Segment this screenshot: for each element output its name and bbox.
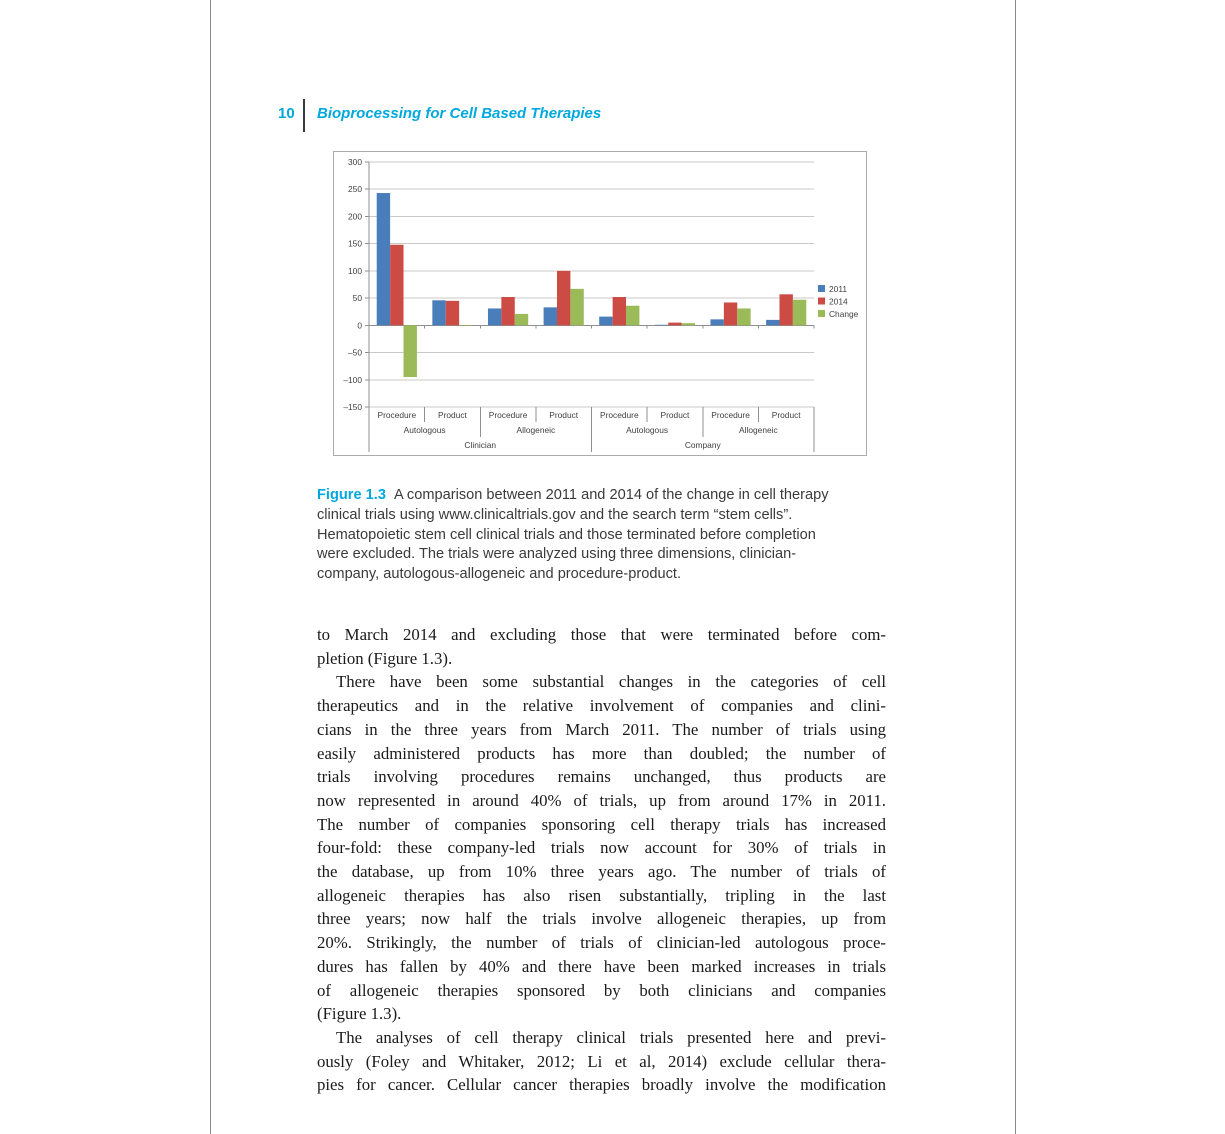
text-line: There have been some substantial changes in the categories of cell bbox=[336, 672, 886, 692]
text-line: (Figure 1.3). bbox=[317, 1004, 402, 1024]
svg-text:Autologous: Autologous bbox=[403, 425, 446, 435]
text-line: cians in the three years from March 2011. The number of trials using bbox=[317, 719, 886, 739]
svg-text:250: 250 bbox=[348, 184, 362, 195]
svg-text:Allogeneic: Allogeneic bbox=[739, 425, 778, 435]
text-line: allogeneic therapies has also risen substantially, tripling in the last bbox=[317, 885, 886, 905]
text-line: to March 2014 and excluding those that were terminated before com- bbox=[317, 625, 886, 644]
header-divider bbox=[303, 99, 305, 132]
svg-text:2014: 2014 bbox=[829, 296, 848, 307]
page-margin-rule-left bbox=[210, 0, 211, 1134]
text-line: dures has fallen by 40% and there have been marked increases in trials bbox=[317, 956, 886, 976]
text-line: now represented in around 40% of trials, up from around 17% in 2011. bbox=[317, 790, 886, 810]
figure-label: Figure 1.3 bbox=[317, 487, 386, 503]
text-line: pies for cancer. Cellular cancer therapies broadly involve the modification bbox=[317, 1075, 886, 1095]
svg-text:150: 150 bbox=[348, 238, 362, 249]
caption-line: were excluded. The trials were analyzed using three dimensions, clinician- bbox=[317, 546, 797, 563]
svg-text:Product: Product bbox=[771, 410, 801, 420]
svg-text:Procedure: Procedure bbox=[711, 410, 750, 420]
text-line: therapeutics and in the relative involvement of companies and clini- bbox=[317, 696, 886, 716]
page-number: 10 bbox=[278, 105, 295, 122]
bar-chart-svg bbox=[334, 152, 866, 455]
text-line: trials involving procedures remains unchanged, thus products are bbox=[317, 767, 886, 787]
svg-text:–100: –100 bbox=[343, 374, 362, 385]
figure-chart bbox=[333, 151, 867, 456]
text-line: four-fold: these company-led trials now account for 30% of trials in bbox=[317, 838, 886, 858]
body-text bbox=[317, 623, 886, 1097]
svg-text:Procedure: Procedure bbox=[599, 410, 639, 420]
caption-line: clinical trials using www.clinicaltrials.gov and the search term “stem cells”. bbox=[317, 506, 793, 523]
text-line: easily administered products has more than doubled; the number of bbox=[317, 743, 886, 763]
svg-text:Product: Product bbox=[549, 410, 579, 420]
text-line: of allogeneic therapies sponsored by both clinicians and companies bbox=[317, 980, 886, 1000]
text-line: The analyses of cell therapy clinical trials presented here and previ- bbox=[336, 1027, 886, 1047]
svg-text:Company: Company bbox=[684, 440, 721, 450]
svg-text:Procedure: Procedure bbox=[377, 410, 417, 420]
svg-text:50: 50 bbox=[352, 293, 362, 304]
text-line: three years; now half the trials involve allogeneic therapies, up from bbox=[317, 909, 886, 929]
caption-line: Hematopoietic stem cell clinical trials and those terminated before completion bbox=[317, 526, 816, 543]
page-margin-rule-right bbox=[1015, 0, 1016, 1134]
svg-text:Autologous: Autologous bbox=[626, 425, 669, 435]
svg-text:300: 300 bbox=[348, 157, 362, 167]
svg-text:Allogeneic: Allogeneic bbox=[516, 425, 556, 435]
text-line: ously (Foley and Whitaker, 2012; Li et al, 2014) exclude cellular thera- bbox=[317, 1051, 886, 1071]
caption-line: company, autologous-allogeneic and procedure-product. bbox=[317, 566, 681, 583]
svg-text:200: 200 bbox=[348, 211, 362, 222]
running-title: Bioprocessing for Cell Based Therapies bbox=[317, 105, 602, 122]
svg-text:Product: Product bbox=[438, 410, 467, 420]
text-line: the database, up from 10% three years ago. The number of trials of bbox=[317, 862, 886, 882]
svg-text:–50: –50 bbox=[348, 347, 362, 358]
svg-text:–150: –150 bbox=[343, 402, 362, 412]
svg-text:Change: Change bbox=[829, 309, 859, 319]
text-line: pletion (Figure 1.3). bbox=[317, 648, 453, 668]
svg-text:0: 0 bbox=[357, 320, 362, 331]
caption-line: Figure 1.3 A comparison between 2011 and 2014 of the change in cell therapy bbox=[317, 487, 829, 503]
figure-caption bbox=[317, 486, 829, 585]
text-line: 20%. Strikingly, the number of trials of clinician-led autologous proce- bbox=[317, 933, 886, 953]
svg-text:Clinician: Clinician bbox=[464, 440, 497, 450]
svg-text:100: 100 bbox=[348, 265, 362, 276]
text-line: The number of companies sponsoring cell therapy trials has increased bbox=[317, 814, 886, 834]
svg-text:Product: Product bbox=[660, 410, 690, 420]
svg-text:Procedure: Procedure bbox=[488, 410, 528, 420]
svg-text:2011: 2011 bbox=[829, 284, 848, 294]
